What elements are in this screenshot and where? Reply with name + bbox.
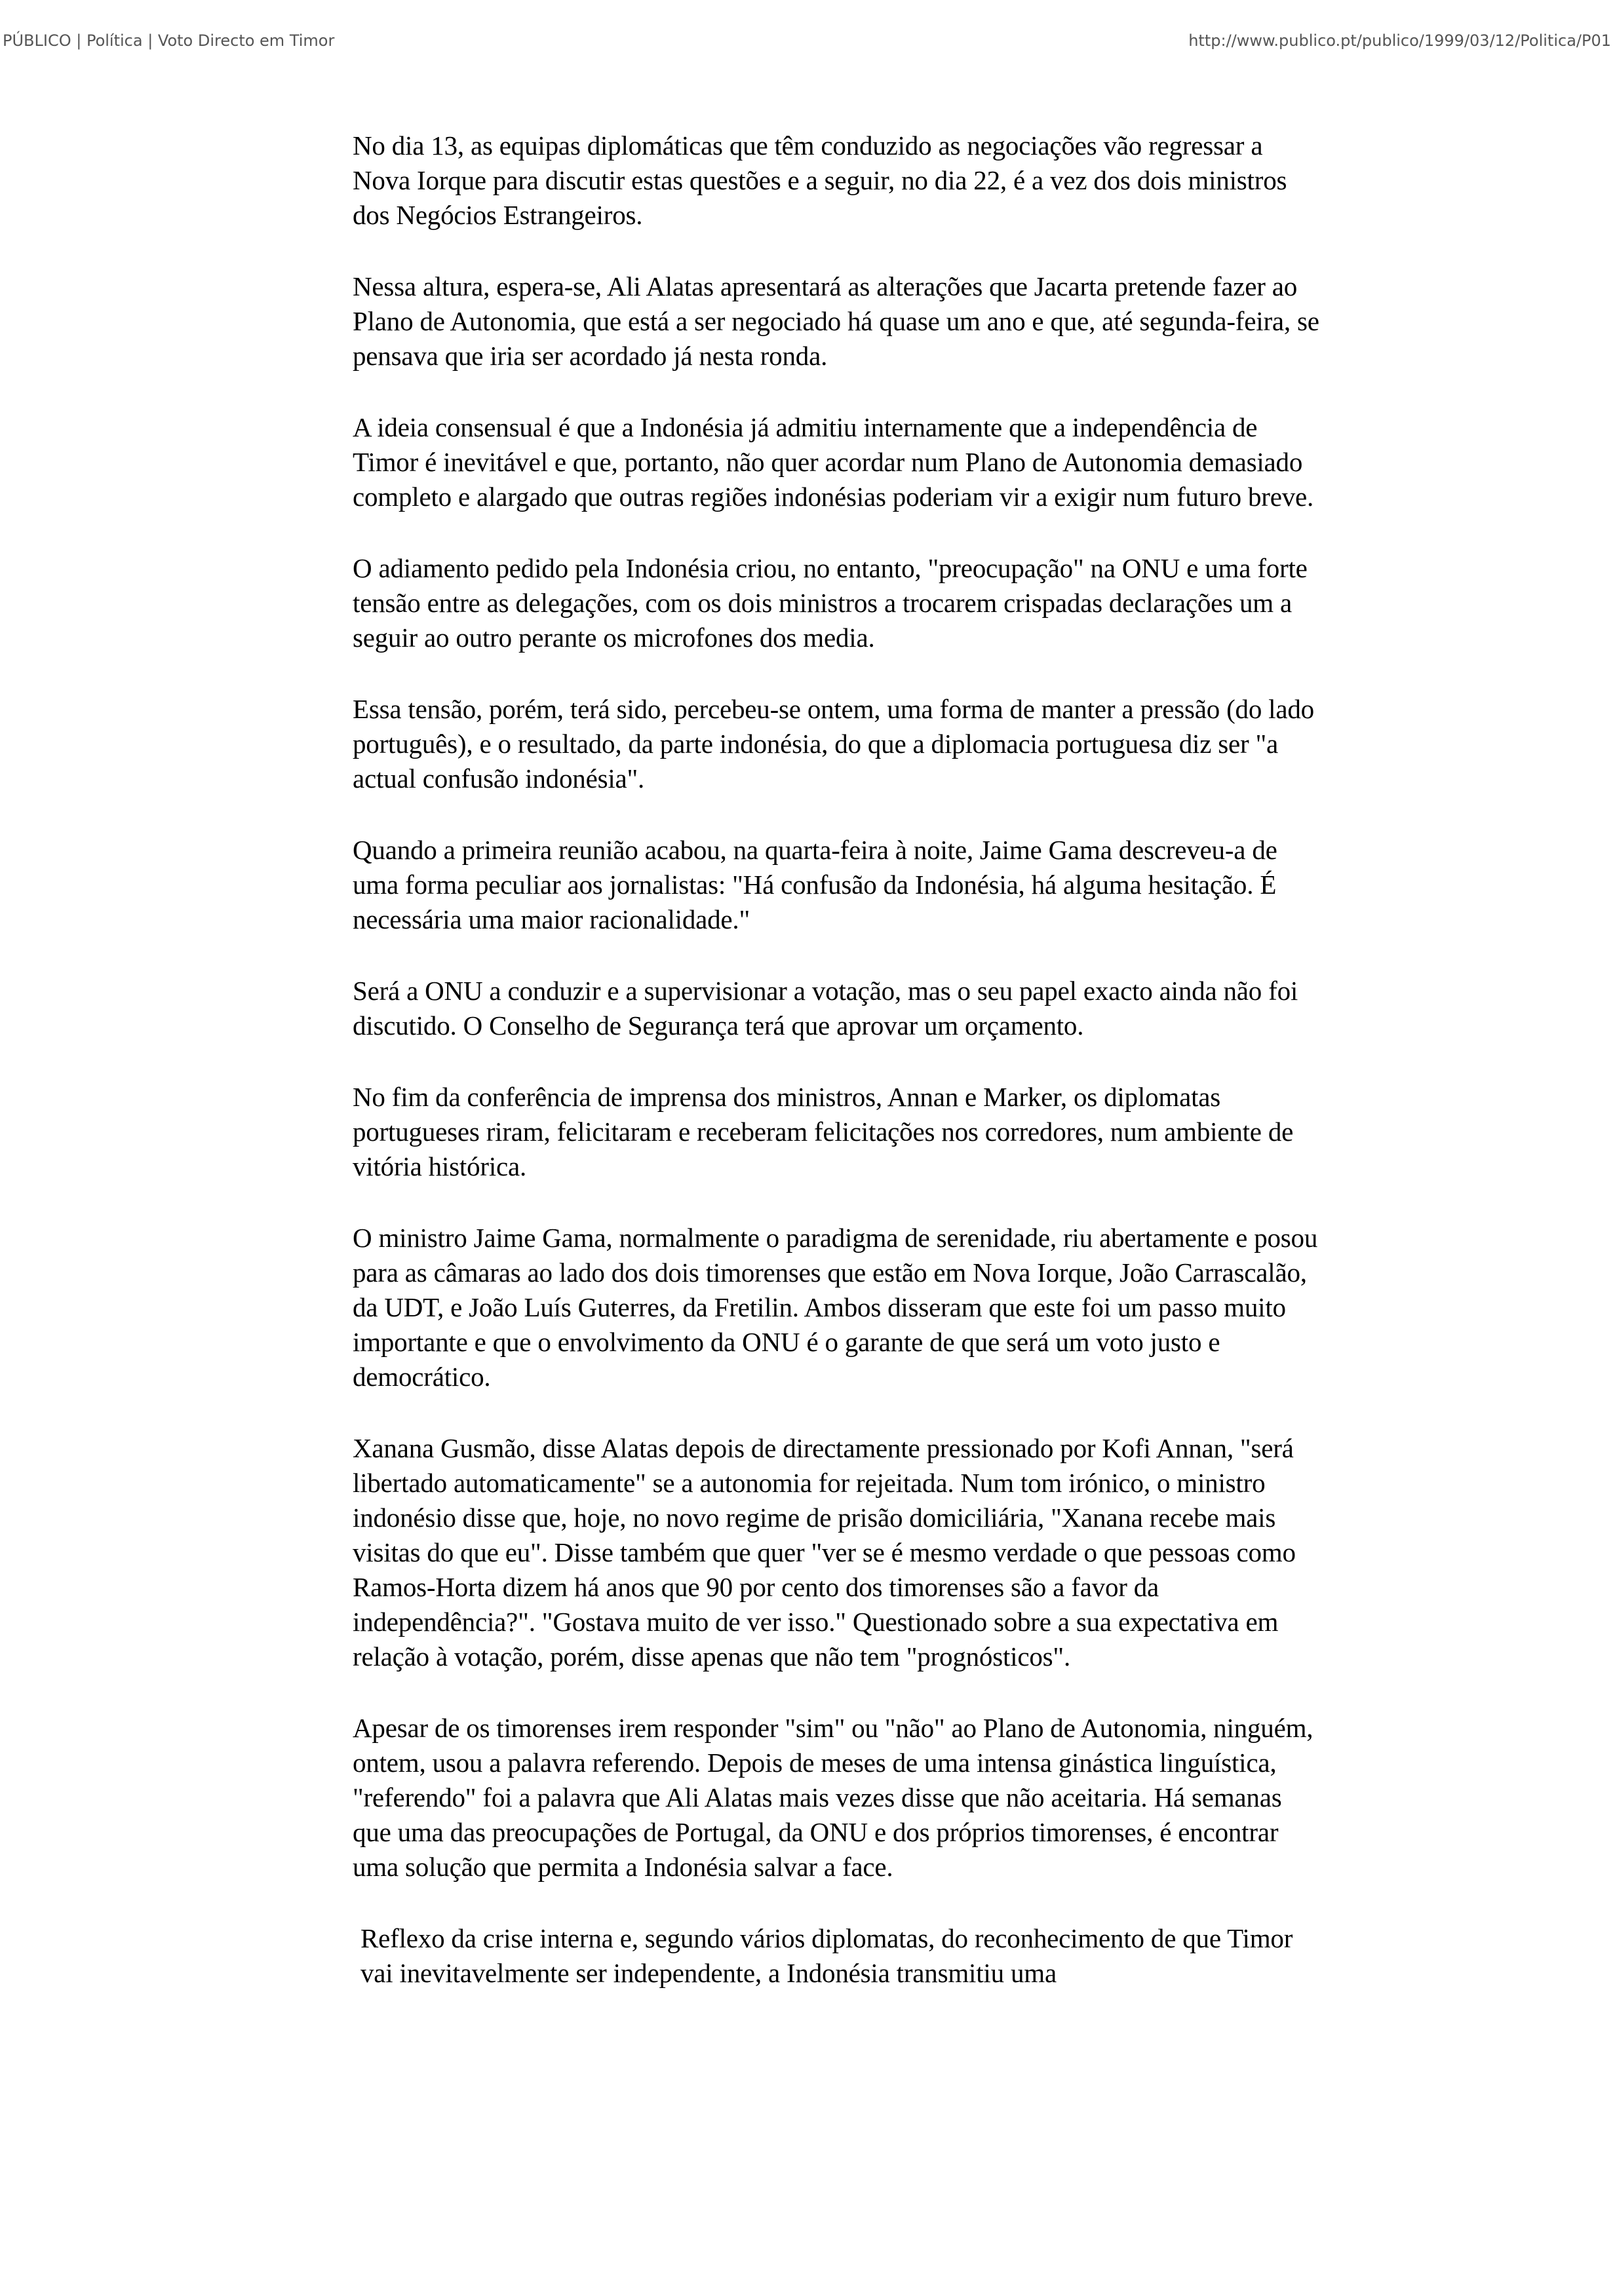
article-paragraph: O adiamento pedido pela Indonésia criou, no entanto, "preocupação" na ONU e uma forte tensão entre as delegações, com os dois ministros a trocarem crispadas declarações um a seguir ao outro perante os microfones dos media. [353,553,1308,653]
article-paragraph: Xanana Gusmão, disse Alatas depois de directamente pressionado por Kofi Annan, "será libertado automaticamente" se a autonomia for rejeitada. Num tom irónico, o ministro indonésio disse que, hoje, no novo regime de prisão domiciliária, "Xanana recebe mais visitas do que eu". Disse também que quer "ver se é mesmo verdade o que pessoas como Ramos-Horta dizem há anos que 90 por cento dos timorenses são a favor da independência?". "Gostava muito de ver isso." Questionado sobre a sua expectativa em relação à votação, porém, disse apenas que não tem "prognósticos". [353,1433,1296,1672]
article-paragraph: Nessa altura, espera-se, Ali Alatas apresentará as alterações que Jacarta pretende fazer ao Plano de Autonomia, que está a ser negociado há quase um ano e que, até segunda-feira, se pensava que iria ser acordado já nesta ronda. [353,271,1319,371]
article-paragraph: A ideia consensual é que a Indonésia já admitiu internamente que a independência de Timor é inevitável e que, portanto, não quer acordar num Plano de Autonomia demasiado completo e alargado que outras regiões indonésias poderiam vir a exigir num futuro breve. [353,412,1314,512]
article-paragraph: O ministro Jaime Gama, normalmente o paradigma de serenidade, riu abertamente e posou para as câmaras ao lado dos dois timorenses que estão em Nova Iorque, João Carrascalão, da UDT, e João Luís Guterres, da Fretilin. Ambos disseram que este foi um passo muito importante e que o envolvimento da ONU é o garante de que será um voto justo e democrático. [353,1223,1318,1392]
article-body [353,128,1323,2027]
header-page-title: PÚBLICO | Política | Voto Directo em Timor [3,31,335,50]
print-header [0,31,1615,58]
article-paragraph: Apesar de os timorenses irem responder "sim" ou "não" ao Plano de Autonomia, ninguém, ontem, usou a palavra referendo. Depois de meses de uma intensa ginástica linguística, "referendo" foi a palavra que Ali Alatas mais vezes disse que não aceitaria. Há semanas que uma das preocupações de Portugal, da ONU e dos próprios timorenses, é encontrar uma solução que permita a Indonésia salvar a face. [353,1713,1313,1882]
article-paragraph: No fim da conferência de imprensa dos ministros, Annan e Marker, os diplomatas portugueses riram, felicitaram e receberam felicitações nos corredores, num ambiente de vitória histórica. [353,1082,1294,1181]
header-url: http://www.publico.pt/publico/1999/03/12/Politica/P01 [1188,31,1611,50]
article-paragraph: No dia 13, as equipas diplomáticas que têm conduzido as negociações vão regressar a Nova Iorque para discutir estas questões e a seguir, no dia 22, é a vez dos dois ministros dos Negócios Estrangeiros. [353,130,1287,230]
article-paragraph: Essa tensão, porém, terá sido, percebeu-se ontem, uma forma de manter a pressão (do lado português), e o resultado, da parte indonésia, do que a diplomacia portuguesa diz ser "a actual confusão indonésia". [353,694,1314,794]
article-paragraph: Será a ONU a conduzir e a supervisionar a votação, mas o seu papel exacto ainda não foi discutido. O Conselho de Segurança terá que aprovar um orçamento. [353,976,1298,1041]
article-paragraph: Reflexo da crise interna e, segundo vários diplomatas, do reconhecimento de que Timor vai inevitavelmente ser independente, a Indonésia transmitiu uma [360,1923,1293,1988]
article-paragraph: Quando a primeira reunião acabou, na quarta-feira à noite, Jaime Gama descreveu-a de uma forma peculiar aos jornalistas: "Há confusão da Indonésia, há alguma hesitação. É necessária uma maior racionalidade." [353,835,1277,934]
